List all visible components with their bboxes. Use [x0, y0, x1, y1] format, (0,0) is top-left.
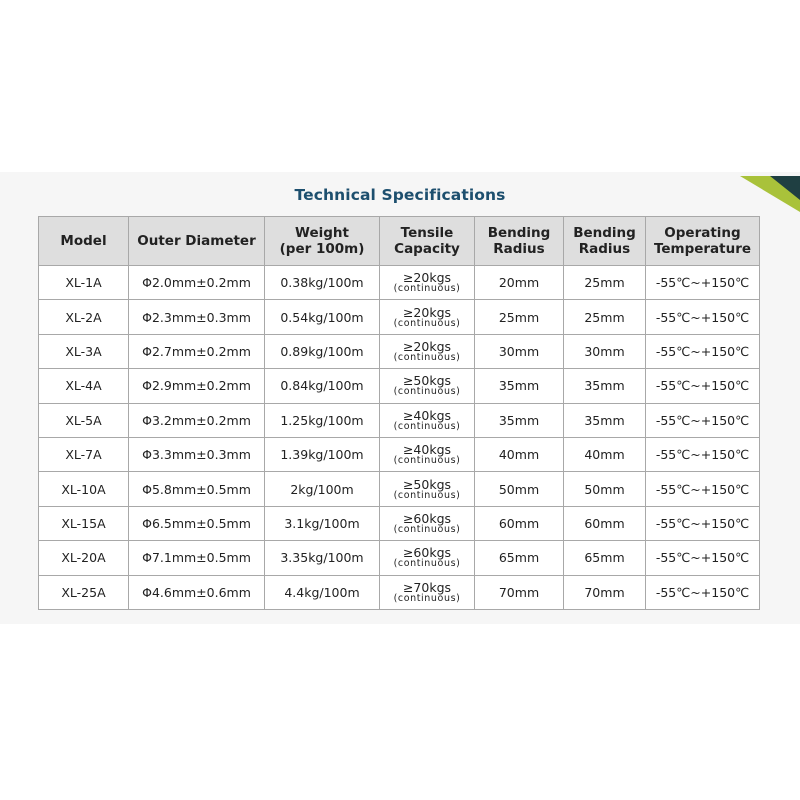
tensile-note: (continuous)	[393, 455, 461, 467]
tensile-value: ≥50kgs	[402, 373, 452, 389]
cell-tensile-capacity	[380, 403, 475, 437]
header-weight: Weight (per 100m)	[265, 217, 380, 266]
cell-bending-radius-1: 20mm	[475, 266, 564, 300]
header-bending-radius-2: Bending Radius	[564, 217, 646, 266]
cell-bending-radius-2: 65mm	[564, 541, 646, 575]
cell-weight: 2kg/100m	[265, 472, 380, 506]
table-row	[39, 541, 760, 575]
cell-bending-radius-2: 25mm	[564, 266, 646, 300]
header-model: Model	[39, 217, 129, 266]
tensile-value: ≥70kgs	[402, 579, 452, 595]
cell-weight: 1.39kg/100m	[265, 437, 380, 471]
tensile-note: (continuous)	[393, 592, 461, 604]
cell-bending-radius-1: 60mm	[475, 506, 564, 540]
tensile-value: ≥20kgs	[402, 304, 452, 320]
cell-outer-diameter: Φ3.3mm±0.3mm	[129, 437, 265, 471]
cell-bending-radius-1: 40mm	[475, 437, 564, 471]
cell-operating-temperature: -55℃~+150℃	[646, 541, 760, 575]
cell-model: XL-7A	[39, 437, 129, 471]
cell-bending-radius-2: 35mm	[564, 403, 646, 437]
cell-tensile-capacity	[380, 334, 475, 368]
cell-model: XL-10A	[39, 472, 129, 506]
cell-operating-temperature: -55℃~+150℃	[646, 334, 760, 368]
cell-bending-radius-1: 65mm	[475, 541, 564, 575]
cell-outer-diameter: Φ5.8mm±0.5mm	[129, 472, 265, 506]
cell-outer-diameter: Φ3.2mm±0.2mm	[129, 403, 265, 437]
header-row	[39, 217, 760, 266]
cell-bending-radius-2: 30mm	[564, 334, 646, 368]
header-operating-temperature: Operating Temperature	[646, 217, 760, 266]
cell-operating-temperature: -55℃~+150℃	[646, 266, 760, 300]
cell-weight: 0.89kg/100m	[265, 334, 380, 368]
cell-bending-radius-2: 25mm	[564, 300, 646, 334]
cell-tensile-capacity	[380, 437, 475, 471]
cell-outer-diameter: Φ2.7mm±0.2mm	[129, 334, 265, 368]
tensile-note: (continuous)	[393, 523, 461, 535]
table-row	[39, 300, 760, 334]
table-row	[39, 403, 760, 437]
cell-tensile-capacity	[380, 300, 475, 334]
cell-outer-diameter: Φ7.1mm±0.5mm	[129, 541, 265, 575]
header-tensile-capacity: Tensile Capacity	[380, 217, 475, 266]
cell-bending-radius-2: 60mm	[564, 506, 646, 540]
cell-bending-radius-2: 70mm	[564, 575, 646, 609]
tensile-value: ≥60kgs	[402, 510, 452, 526]
header-bending-radius-1: Bending Radius	[475, 217, 564, 266]
cell-bending-radius-2: 35mm	[564, 369, 646, 403]
spec-table-body	[39, 266, 760, 610]
cell-tensile-capacity	[380, 506, 475, 540]
cell-operating-temperature: -55℃~+150℃	[646, 403, 760, 437]
cell-operating-temperature: -55℃~+150℃	[646, 437, 760, 471]
table-row	[39, 369, 760, 403]
tensile-note: (continuous)	[393, 386, 461, 398]
cell-tensile-capacity	[380, 369, 475, 403]
tensile-note: (continuous)	[393, 489, 461, 501]
cell-tensile-capacity	[380, 541, 475, 575]
cell-model: XL-25A	[39, 575, 129, 609]
cell-operating-temperature: -55℃~+150℃	[646, 369, 760, 403]
cell-operating-temperature: -55℃~+150℃	[646, 506, 760, 540]
table-row	[39, 472, 760, 506]
tensile-note: (continuous)	[393, 558, 461, 570]
cell-bending-radius-1: 70mm	[475, 575, 564, 609]
header-outer-diameter: Outer Diameter	[129, 217, 265, 266]
tensile-note: (continuous)	[393, 283, 461, 295]
tensile-value: ≥20kgs	[402, 270, 452, 286]
cell-outer-diameter: Φ4.6mm±0.6mm	[129, 575, 265, 609]
cell-outer-diameter: Φ2.3mm±0.3mm	[129, 300, 265, 334]
cell-tensile-capacity	[380, 575, 475, 609]
cell-weight: 0.84kg/100m	[265, 369, 380, 403]
cell-bending-radius-1: 35mm	[475, 369, 564, 403]
tensile-value: ≥20kgs	[402, 338, 452, 354]
cell-model: XL-15A	[39, 506, 129, 540]
tensile-note: (continuous)	[393, 317, 461, 329]
cell-outer-diameter: Φ2.0mm±0.2mm	[129, 266, 265, 300]
cell-bending-radius-1: 30mm	[475, 334, 564, 368]
cell-weight: 3.35kg/100m	[265, 541, 380, 575]
tensile-note: (continuous)	[393, 351, 461, 363]
cell-weight: 0.38kg/100m	[265, 266, 380, 300]
cell-bending-radius-1: 35mm	[475, 403, 564, 437]
tensile-value: ≥50kgs	[402, 476, 452, 492]
cell-bending-radius-2: 40mm	[564, 437, 646, 471]
cell-model: XL-20A	[39, 541, 129, 575]
cell-tensile-capacity	[380, 266, 475, 300]
cell-model: XL-1A	[39, 266, 129, 300]
cell-weight: 4.4kg/100m	[265, 575, 380, 609]
spec-table	[38, 216, 760, 610]
cell-weight: 3.1kg/100m	[265, 506, 380, 540]
table-row	[39, 266, 760, 300]
page-title: Technical Specifications	[294, 186, 506, 204]
tensile-value: ≥60kgs	[402, 545, 452, 561]
cell-tensile-capacity	[380, 472, 475, 506]
cell-operating-temperature: -55℃~+150℃	[646, 472, 760, 506]
tensile-value: ≥40kgs	[402, 407, 452, 423]
cell-bending-radius-2: 50mm	[564, 472, 646, 506]
cell-bending-radius-1: 25mm	[475, 300, 564, 334]
cell-model: XL-5A	[39, 403, 129, 437]
cell-outer-diameter: Φ6.5mm±0.5mm	[129, 506, 265, 540]
cell-operating-temperature: -55℃~+150℃	[646, 575, 760, 609]
cell-operating-temperature: -55℃~+150℃	[646, 300, 760, 334]
cell-model: XL-4A	[39, 369, 129, 403]
cell-outer-diameter: Φ2.9mm±0.2mm	[129, 369, 265, 403]
cell-model: XL-3A	[39, 334, 129, 368]
table-row	[39, 575, 760, 609]
table-row	[39, 506, 760, 540]
cell-weight: 0.54kg/100m	[265, 300, 380, 334]
cell-bending-radius-1: 50mm	[475, 472, 564, 506]
cell-model: XL-2A	[39, 300, 129, 334]
cell-weight: 1.25kg/100m	[265, 403, 380, 437]
tensile-value: ≥40kgs	[402, 442, 452, 458]
tensile-note: (continuous)	[393, 420, 461, 432]
table-row	[39, 437, 760, 471]
table-row	[39, 334, 760, 368]
